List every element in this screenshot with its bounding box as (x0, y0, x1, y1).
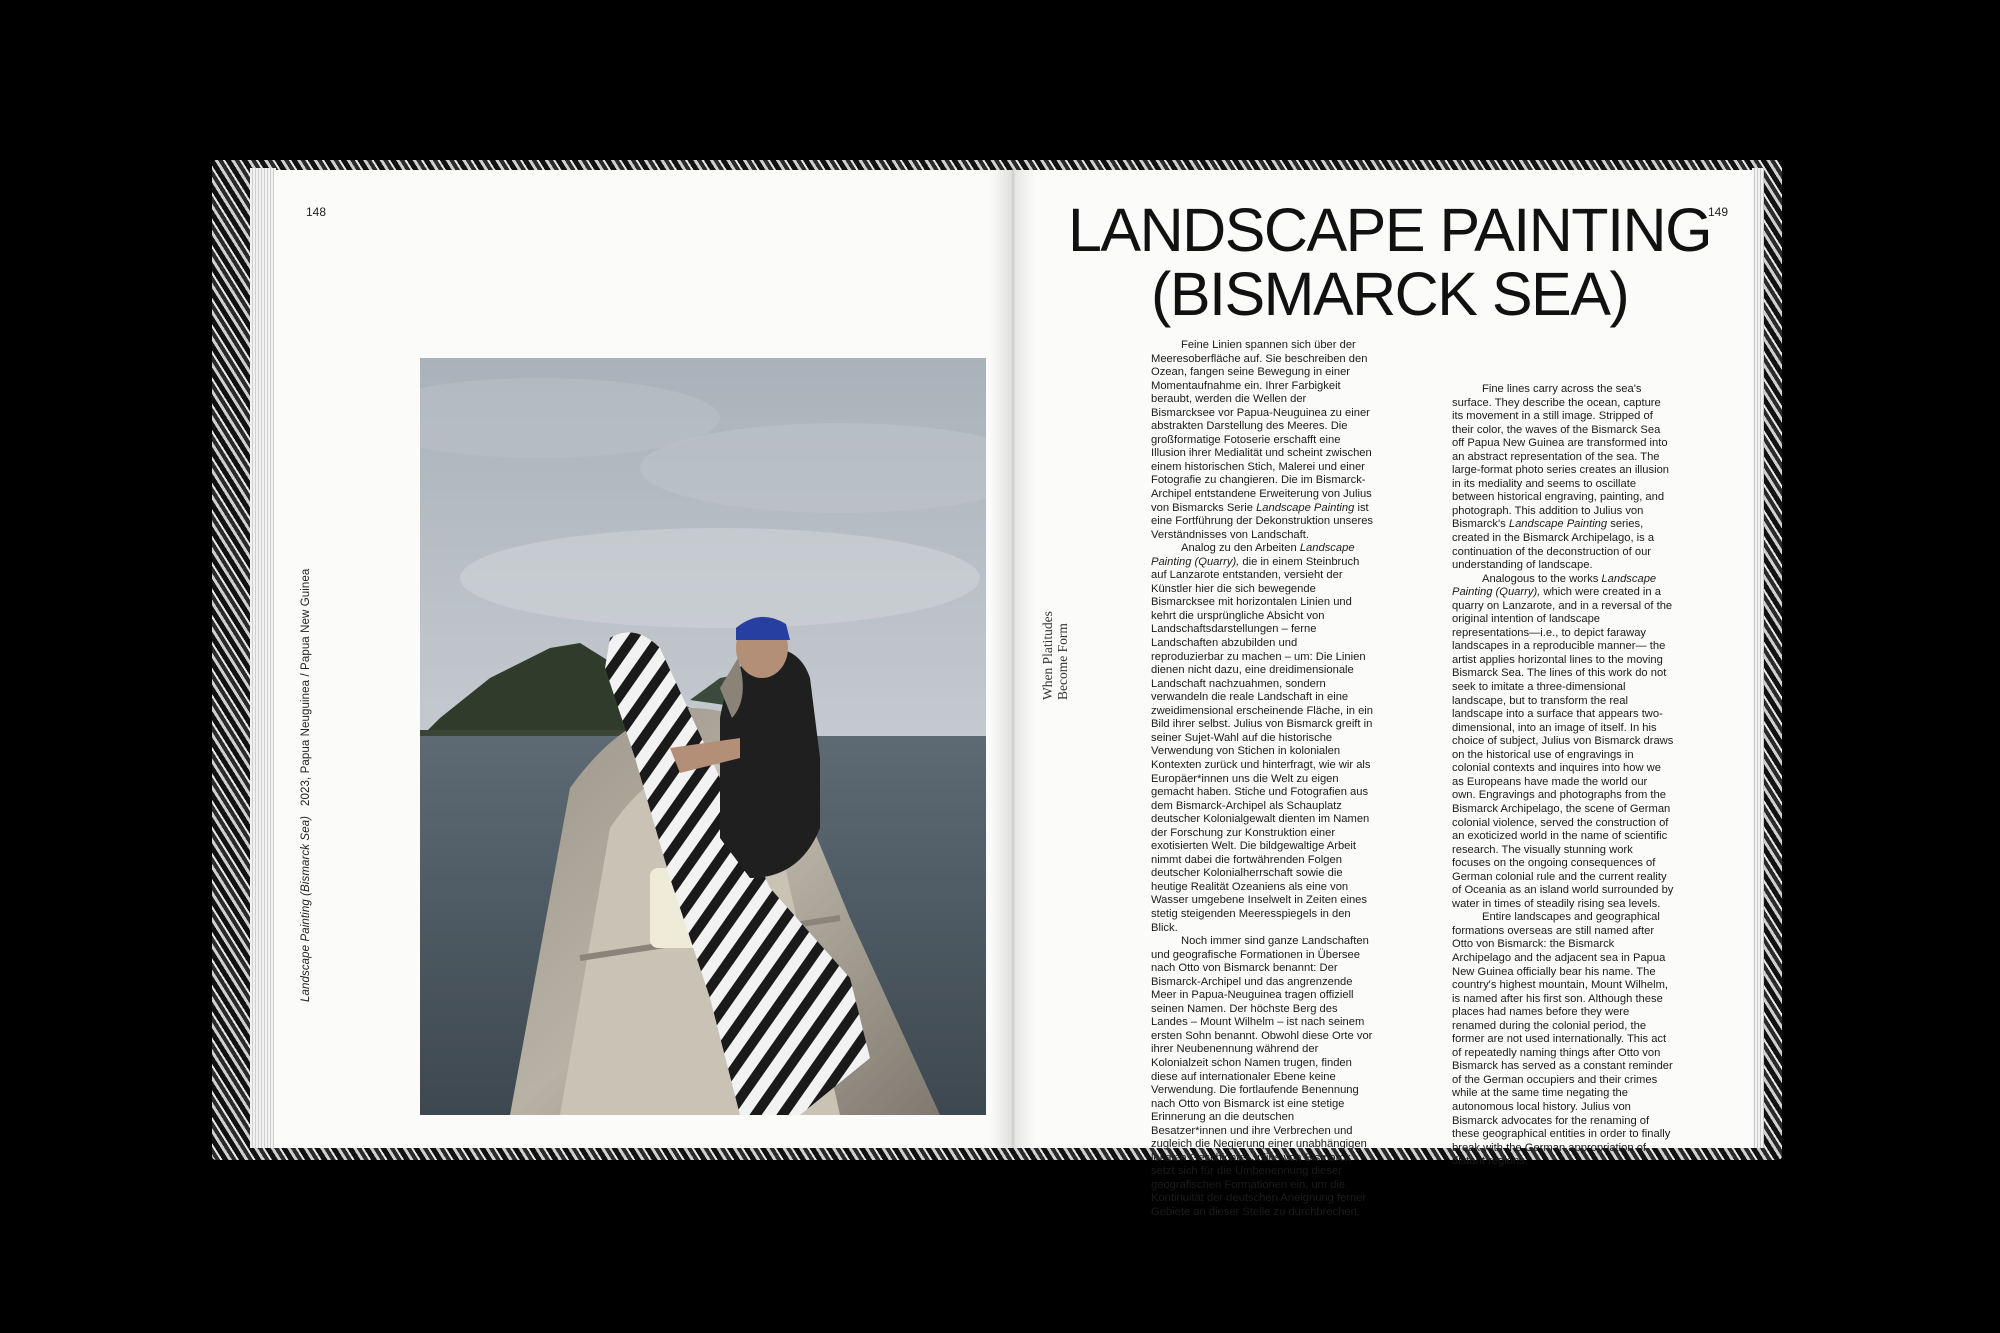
german-paragraph-3: Noch immer sind ganze Landschaften und geografische Formationen in Übersee nach Otto von Bismarck benannt: Der Bismarck-Archipel und das angrenzende Meer in Papua-Neuguinea tragen offiziell seinen Namen. Der höchste Berg des Landes – Mount Wilhelm – ist nach seinem ersten Sohn benannt. Obwohl diese Orte vor ihrer Neubenennung während der Kolonialzeit schon Namen trugen, finden diese auf internationaler Ebene keine Verwendung. Die fortlaufende Benennung nach Otto von Bismarck ist eine stetige Erinnerung an die deutschen Besatzer*innen und ihre Verbrechen und zugleich die Negierung einer unabhängigen lokalen Geschichte. Julius von Bismarck setzt sich für die Umbenennung dieser geografischen Formationen ein, um die Kontinuität der deutschen Aneignung ferner Gebiete an dieser Stelle zu durchbrechen. (1151, 935, 1373, 1218)
german-paragraph-2: Analog zu den Arbeiten Landscape Painting (Quarry), die in einem Steinbruch auf Lanzarote entstanden, versieht der Künstler hier die sich bewegende Bismarcksee mit horizontalen Linien und kehrt die ursprüngliche Absicht von Landschaftsdarstellungen – ferne Landschaften abzubilden und reproduzierbar zu machen – um: Die Linien dienen nicht dazu, eine dreidimensionale Landschaft nachzuahmen, sondern verwandeln die reale Landschaft in eine zweidimensional erscheinende Fläche, in ein Bild ihrer selbst. Julius von Bismarck greift in seiner Sujet-Wahl auf die historische Verwendung von Stichen in kolonialen Kontexten zurück und hinterfragt, wie wir als Europäer*innen uns die Welt zu eigen gemacht haben. Stiche und Fotografien aus dem Bismarck-Archipel als Schauplatz deutscher Kolonialgewalt dienten im Namen der Forschung zur Konstruktion einer exotisierten Welt. Die bildgewaltige Arbeit nimmt dabei die fortwährenden Folgen deutscher Kolonialherrschaft sowie die heutige Realität Ozeaniens als eine von Wasser umgebene Inselwelt in Zeiten eines stetig steigenden Meeresspiegels in den Blick. (1151, 542, 1374, 934)
running-head-line1: When Platitudes (1040, 611, 1055, 700)
english-paragraph-1: Fine lines carry across the sea's surface. They describe the ocean, capture its movement in a still image. Stripped of their color, the waves of the Bismarck Sea off Papua New Guinea are transformed into an abstract representation of the sea. The large-format photo series creates an illusion in its mediality and seems to oscillate between historical engraving, painting, and photograph. This addition to Julius von Bismarck's Landscape Painting series, created in the Bismarck Archipelago, is a continuation of the deconstruction of our understanding of landscape. (1452, 383, 1670, 572)
page-edges-left (250, 168, 276, 1148)
caption-title: Landscape Painting (Bismarck Sea) (300, 815, 312, 1002)
artwork-photo (420, 358, 986, 1115)
running-head-line2: Become Form (1055, 623, 1070, 700)
german-paragraph-1: Feine Linien spannen sich über der Meeresoberfläche auf. Sie beschreiben den Ozean, fangen seine Bewegung in einer Momentaufnahme ein. Ihrer Farbigkeit beraubt, werden die Wellen der Bismarcksee vor Papua-Neuguinea zu einer abstrakten Darstellung des Meeres. Die großformatige Fotoserie erschafft eine Illusion ihrer Medialität und scheint zwischen einem historischen Stich, Malerei und einer Fotografie zu changieren. Die im Bismarck-Archipel entstandene Erweiterung von Julius von Bismarcks Serie Landscape Painting ist eine Fortführung der Dekonstruktion unseres Verständnisses von Landschaft. (1151, 339, 1374, 541)
article-title (1068, 196, 1712, 328)
title-line-2: (BISMARCK SEA) (1151, 260, 1629, 328)
page-number-left: 148 (306, 205, 327, 219)
running-head (1040, 550, 1070, 700)
photo-caption (300, 569, 312, 1002)
english-text-column (1452, 383, 1674, 1169)
english-paragraph-3: Entire landscapes and geographical formations overseas are still named after Otto von Bismarck: the Bismarck Archipelago and the adjacent sea in Papua New Guinea officially bear his name. The country's highest mountain, Mount Wilhelm, is named after his first son. Although these places had names before they were renamed during the colonial period, the former are not used internationally. This act of repeatedly naming things after Otto von Bismarck has served as a constant reminder of the German occupiers and their crimes while at the same time negating the autonomous local history. Julius von Bismarck advocates for the renaming of these geographical entities in order to finally break with the German appropriation of distant regions. (1452, 911, 1673, 1168)
photo-illustration (420, 358, 986, 1115)
page-number-right: 149 (1708, 205, 1729, 219)
page-edges-right (1752, 168, 1764, 1148)
english-paragraph-2: Analogous to the works Landscape Painting (Quarry), which were created in a quarry on Lanzarote, and in a reversal of the original intention of landscape representations—i.e., to depict faraway landscapes in a reproducible manner— the artist applies horizontal lines to the moving Bismarck Sea. The lines of this work do not seek to imitate a three-dimensional landscape, but to transform the real landscape into a surface that appears two-dimensional, into an image of itself. In his choice of subject, Julius von Bismarck draws on the historical use of engravings in colonial contexts and inquires into how we as Europeans have made the world our own. Engravings and photographs from the Bismarck Archipelago, the scene of German colonial violence, served the construction of an exoticized world in the name of scientific research. The visually stunning work focuses on the ongoing consequences of German colonial rule and the current reality of Oceania as an island world surrounded by water in times of steadily rising sea levels. (1452, 572, 1674, 910)
german-text-column (1151, 339, 1373, 1220)
caption-details: 2023, Papua Neuguinea / Papua New Guinea (300, 568, 312, 806)
book-gutter (990, 170, 1036, 1148)
title-line-1: LANDSCAPE PAINTING (1068, 196, 1712, 264)
